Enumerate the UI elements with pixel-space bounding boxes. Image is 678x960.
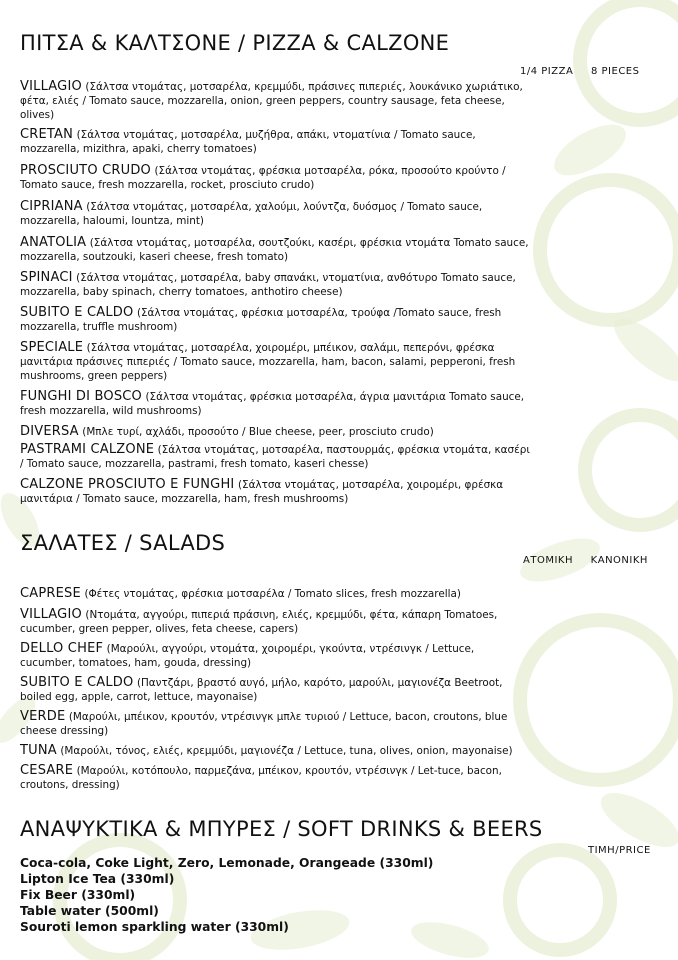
pizza-list (20, 80, 530, 506)
list-item: CAPRESE (Φέτες ντομάτας, φρέσκια μοτσαρέλα / Tomato slices, fresh mozzarella) (20, 586, 461, 601)
list-item: VILLAGIO (Ντομάτα, αγγούρι, πιπεριά πράσινη, ελιές, κρεμμύδι, φέτα, κάπαρη Tomatoes, cucumber, green pepper, olives, feta cheese, capers) (20, 607, 498, 635)
list-item: DELLO CHEF (Μαρούλι, αγγούρι, ντομάτα, χοιρομέρι, γκούντα, ντρέσινγκ / Lettuce, cucumber, tomatoes, ham, gouda, dressing) (20, 641, 475, 669)
column-single-portion: ΑΤΟΜΙΚΗ (523, 555, 573, 566)
list-item: CALZONE PROSCIUTO E FUNGHI (Σάλτσα ντομάτας, μοτσαρέλα, χοιρομέρι, φρέσκα μανιτάρια / Tomato sauce, mozzarella, ham, fresh mushrooms) (20, 477, 504, 505)
list-item: Souroti lemon sparkling water (330ml) (20, 920, 289, 934)
list-item: TUNA (Μαρούλι, τόνος, ελιές, κρεμμύδι, μαγιονέζα / Lettuce, tuna, olives, onion, mayonaise) (20, 743, 513, 758)
list-item: Lipton Ice Tea (330ml) (20, 872, 175, 886)
list-item: SPINACI (Σάλτσα ντομάτας, μοτσαρέλα, baby σπανάκι, ντοματίνια, ανθότυρο Tomato sauce, mozzarella, baby spinach, cherry tomatoes, anthotiro cheese) (20, 270, 516, 298)
list-item: CESARE (Μαρούλι, κοτόπουλο, παρμεζάνα, μπέικον, κρουτόν, ντρέσινγκ / Let-tuce, bacon, croutons, dressing) (20, 763, 502, 791)
drinks-list (20, 855, 433, 935)
list-item: SUBITO E CALDO (Παντζάρι, βραστό αυγό, μήλο, καρότο, μαρούλι, μαγιονέζα Beetroot, boiled egg, apple, carrot, lettuce, mayonaise) (20, 675, 503, 703)
list-item: VERDE (Μαρούλι, μπέικον, κρουτόν, ντρέσινγκ μπλε τυριού / Lettuce, bacon, croutons, blue cheese dressing) (20, 709, 508, 737)
list-item: CIPRIANA (Σάλτσα ντομάτας, μοτσαρέλα, χαλούμι, λούντζα, δυόσμος / Tomato sauce, mozzarella, haloumi, lountza, mint) (20, 199, 483, 227)
list-item: VILLAGIO (Σάλτσα ντομάτας, μοτσαρέλα, κρεμμύδι, πράσινες πιπεριές, λουκάνικο χωριάτικο, φέτα, ελιές / Tomato sauce, mozzarella, onion, green peppers, country sausage, feta cheese, olives) (20, 79, 523, 121)
drinks-section-title: ΑΝΑΨΥΚΤΙΚΑ & ΜΠΥΡΕΣ / SOFT DRINKS & BEERS (20, 817, 543, 841)
salads-section-title: ΣΑΛΑΤΕΣ / SALADS (20, 531, 226, 555)
list-item: ANATOLIA (Σάλτσα ντομάτας, μοτσαρέλα, σουτζούκι, κασέρι, φρέσκια ντομάτα Tomato sauce, mozzarella, soutzouki, kaseri cheese, fresh tomato) (20, 235, 529, 263)
column-regular-portion: ΚΑΝΟΝΙΚΗ (590, 555, 648, 566)
list-item: Fix Beer (330ml) (20, 888, 136, 902)
salads-list (20, 587, 530, 792)
list-item: CRETAN (Σάλτσα ντομάτας, μοτσαρέλα, μυζήθρα, απάκι, ντοματίνια / Tomato sauce, mozzarella, mizithra, apaki, cherry tomatoes) (20, 127, 476, 155)
pizza-section-title: ΠΙΤΣΑ & ΚΑΛΤΣΟΝΕ / PIZZA & CALZONE (20, 31, 450, 55)
list-item: PROSCIUTO CRUDO (Σάλτσα ντομάτας, φρέσκια μοτσαρέλα, ρόκα, προσούτο κρούντο / Tomato sauce, fresh mozzarella, rocket, prosciuto crudo) (20, 163, 506, 191)
list-item: SUBITO E CALDO (Σάλτσα ντομάτας, φρέσκια μοτσαρέλα, τρούφα /Tomato sauce, fresh mozzarella, truffle mushroom) (20, 305, 502, 333)
list-item: FUNGHI DI BOSCO (Σάλτσα ντομάτας, φρέσκια μοτσαρέλα, άγρια μανιτάρια Tomato sauce, fresh mozzarella, wild mushrooms) (20, 389, 525, 417)
drinks-column-headers (588, 845, 651, 856)
list-item: PASTRAMI CALZONE (Σάλτσα ντομάτας, μοτσαρέλα, παστουρμάς, φρέσκια ντομάτα, κασέρι / Tomato sauce, mozzarella, pastrami, fresh tomato, kaseri chesse) (20, 442, 530, 470)
list-item: SPECIALE (Σάλτσα ντομάτας, μοτσαρέλα, χοιρομέρι, μπέικον, σαλάμι, πεπερόνι, φρέσκα μανιτάρια πράσινες πιπεριές / Tomato sauce, mozzarella, ham, bacon, salami, pepperoni, fresh mushrooms, green peppers) (20, 340, 516, 382)
salads-column-headers (523, 555, 648, 566)
list-item: Coca-cola, Coke Light, Zero, Lemonade, Orangeade (330ml) (20, 856, 434, 870)
column-eight-pieces: 8 PIECES (590, 66, 640, 77)
list-item: Table water (500ml) (20, 904, 159, 918)
list-item: DIVERSA (Μπλε τυρί, αχλάδι, προσούτο / Blue cheese, peer, prosciuto crudo) (20, 424, 434, 439)
column-price: ΤΙΜΗ/PRICE (588, 845, 651, 856)
column-quarter-pizza: 1/4 PIZZA (520, 66, 574, 77)
pizza-column-headers (520, 66, 639, 77)
